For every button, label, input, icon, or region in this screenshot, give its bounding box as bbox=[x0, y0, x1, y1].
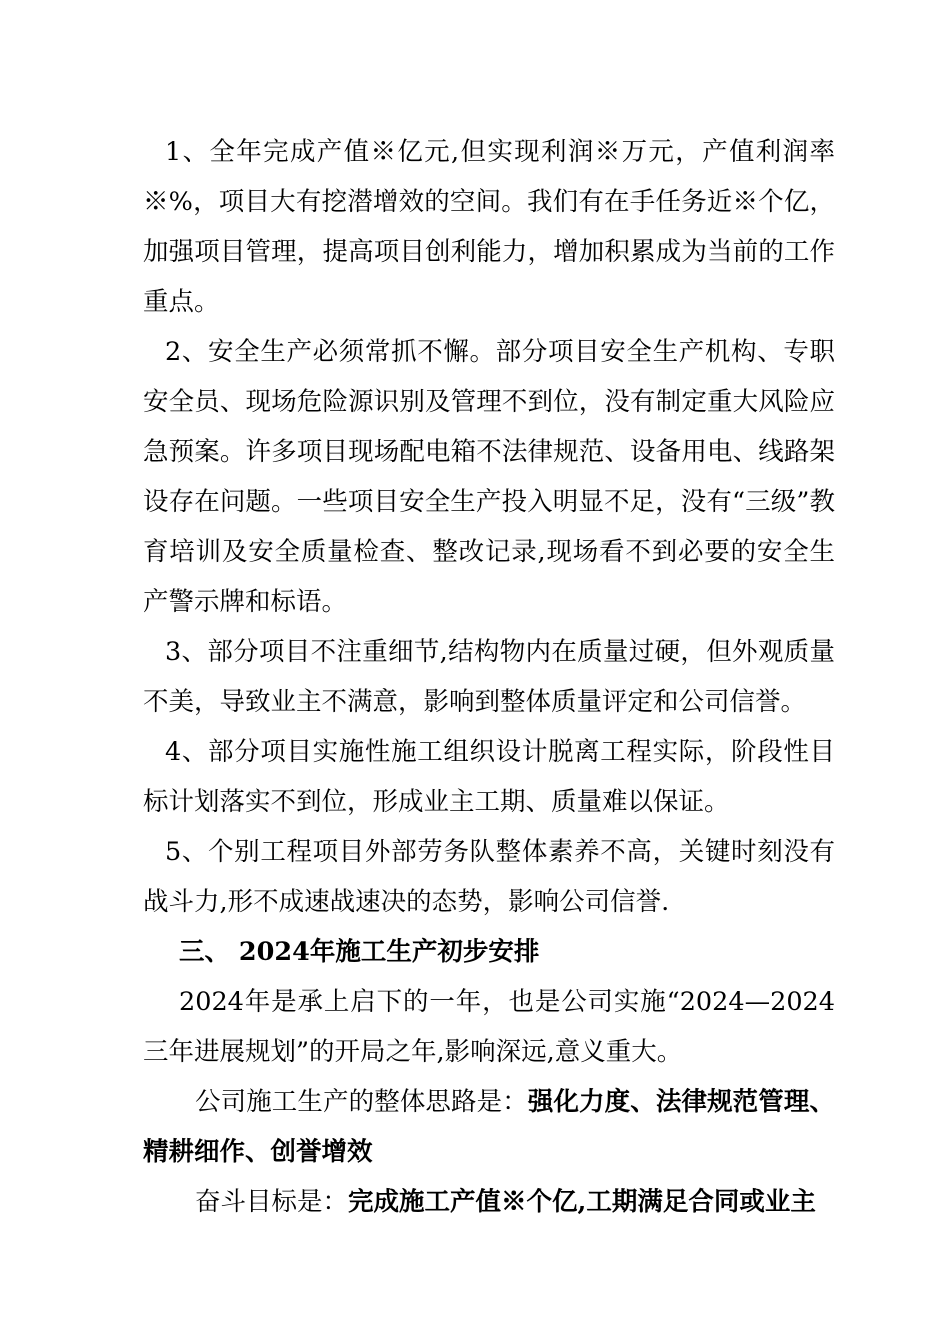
document-page bbox=[143, 127, 835, 1227]
overall-approach-text: 强化力度、法律规范管理、精耕细作、创誉增效 bbox=[143, 1087, 835, 1167]
goal-text: 完成施工产值※个亿,工期满足合同或业主 bbox=[348, 1187, 816, 1217]
paragraph-overall-approach bbox=[143, 1077, 835, 1177]
paragraph-goal bbox=[143, 1177, 835, 1227]
paragraph-item-2: 2、安全生产必须常抓不懈。部分项目安全生产机构、专职安全员、现场危险源识别及管理不到位，没有制定重大风险应急预案。许多项目现场配电箱不法律规范、设备用电、线路架设存在问题。一些项目安全生产投入明显不足，没有“三级”教育培训及安全质量检查、整改记录,现场看不到必要的安全生产警示牌和标语。 bbox=[143, 337, 835, 617]
paragraph-item-1: 1、全年完成产值※亿元,但实现利润※万元，产值利润率※%，项目大有挖潜增效的空间。我们有在手任务近※个亿，加强项目管理，提高项目创利能力，增加积累成为当前的工作重点。 bbox=[143, 137, 835, 317]
paragraph-item-4: 4、部分项目实施性施工组织设计脱离工程实际，阶段性目标计划落实不到位，形成业主工期、质量难以保证。 bbox=[143, 737, 835, 817]
paragraph-item-3: 3、部分项目不注重细节,结构物内在质量过硬，但外观质量不美，导致业主不满意，影响到整体质量评定和公司信誉。 bbox=[143, 637, 835, 717]
overall-approach-label: 公司施工生产的整体思路是： bbox=[195, 1087, 528, 1117]
goal-label: 奋斗目标是： bbox=[195, 1187, 349, 1217]
paragraph-item-5: 5、个别工程项目外部劳务队整体素养不高，关键时刻没有战斗力,形不成速战速决的态势，影响公司信誉. bbox=[143, 837, 835, 917]
section-heading: 三、 2024年施工生产初步安排 bbox=[179, 937, 540, 967]
paragraph-plan-intro: 2024年是承上启下的一年，也是公司实施“2024—2024三年进展规划”的开局之年,影响深远,意义重大。 bbox=[143, 987, 835, 1067]
